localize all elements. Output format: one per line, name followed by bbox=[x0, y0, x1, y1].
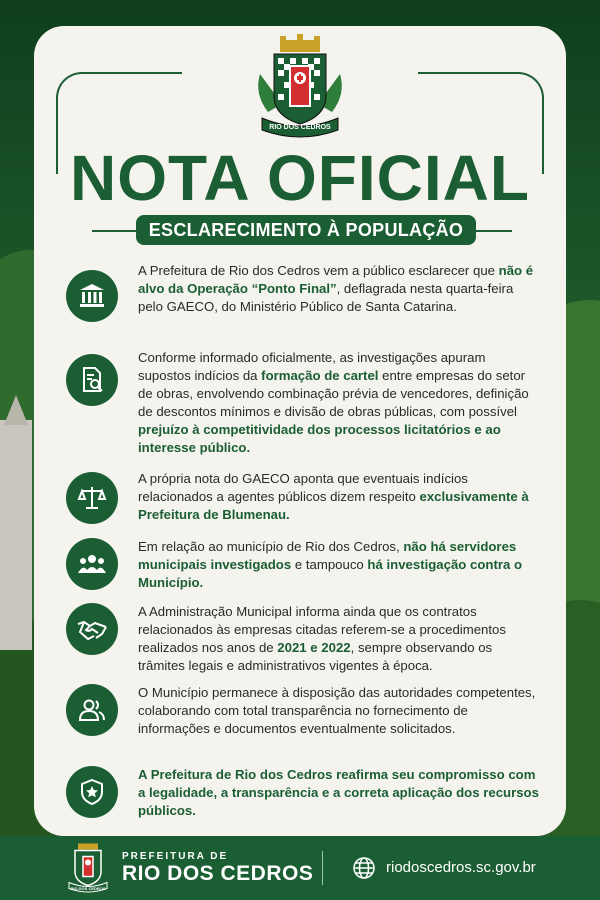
people-support-icon bbox=[66, 684, 118, 736]
notice-item bbox=[60, 766, 540, 826]
scales-of-justice-icon bbox=[66, 472, 118, 524]
notice-item bbox=[60, 470, 540, 526]
highlighted-text: 2021 e 2022 bbox=[277, 640, 351, 655]
notice-text bbox=[138, 684, 540, 738]
notice-item bbox=[60, 349, 540, 461]
text-segment: Conforme informado oficialmente, as investigações apuram supostos indícios da bbox=[138, 350, 486, 383]
government-building-icon bbox=[66, 270, 118, 322]
crest-banner-text: RIO DOS CEDROS bbox=[269, 124, 331, 131]
notice-text bbox=[138, 470, 540, 524]
footer-bar bbox=[0, 836, 600, 900]
notice-item bbox=[60, 603, 540, 675]
highlighted-text: formação de cartel bbox=[261, 368, 379, 383]
page-subtitle: ESCLARECIMENTO À POPULAÇÃO bbox=[136, 215, 476, 245]
notice-item bbox=[60, 538, 540, 594]
notice-text bbox=[138, 349, 540, 457]
highlighted-text: prejuízo à competitividade dos processos licitatórios e ao interesse público. bbox=[138, 422, 501, 455]
footer-crest-banner: RIO DOS CEDROS bbox=[70, 886, 106, 891]
highlighted-text: exclusivamente à Prefeitura de Blumenau. bbox=[138, 489, 529, 522]
subtitle-rule-right bbox=[476, 230, 512, 232]
footer-city-name: RIO DOS CEDROS bbox=[122, 862, 314, 885]
text-segment: Em relação ao município de Rio dos Cedros, bbox=[138, 539, 404, 554]
church-tower bbox=[0, 420, 32, 650]
text-segment: e tampouco bbox=[291, 557, 368, 572]
notice-text bbox=[138, 603, 540, 675]
highlighted-text: não há servidores municipais investigados bbox=[138, 539, 517, 572]
globe-icon bbox=[352, 856, 376, 880]
group-of-people-icon bbox=[66, 538, 118, 590]
page-title: NOTA OFICIAL bbox=[70, 142, 530, 214]
notice-text bbox=[138, 262, 540, 316]
subtitle-rule-left bbox=[92, 230, 136, 232]
document-search-icon bbox=[66, 354, 118, 406]
text-segment: , deflagrada nesta quarta-feira pelo GAECO, do Ministério Público de Santa Catarina. bbox=[138, 281, 514, 314]
text-segment: A Prefeitura de Rio dos Cedros vem a público esclarecer que bbox=[138, 263, 499, 278]
notice-item bbox=[60, 262, 540, 338]
footer-divider bbox=[322, 851, 323, 885]
notice-text bbox=[138, 538, 540, 592]
text-segment: entre empresas do setor de obras, envolvendo combinação prévia de vencedores, definição de descontos mínimos e divisão de obras públicas, com possível bbox=[138, 368, 529, 419]
website-link[interactable]: riodoscedros.sc.gov.br bbox=[386, 859, 536, 876]
text-segment: , sempre observando os trâmites legais e administrativos vigentes à época. bbox=[138, 640, 493, 673]
shield-star-icon bbox=[66, 766, 118, 818]
highlighted-text: A Prefeitura de Rio dos Cedros reafirma seu compromisso com a legalidade, a transparência e a correta aplicação dos recursos públicos. bbox=[138, 767, 539, 818]
text-segment: A Administração Municipal informa ainda que os contratos relacionados às empresas citadas referem-se a procedimentos realizados nos anos de bbox=[138, 604, 506, 655]
highlighted-text: não é alvo da Operação “Ponto Final” bbox=[138, 263, 534, 296]
text-segment: O Município permanece à disposição das autoridades competentes, colaborando com total transparência no fornecimento de informações e documentos eventualmente solicitados. bbox=[138, 685, 536, 736]
notice-text bbox=[138, 766, 540, 820]
text-segment: A própria nota do GAECO aponta que eventuais indícios relacionados a agentes públicos dizem respeito bbox=[138, 471, 468, 504]
highlighted-text: há investigação contra o Município. bbox=[138, 557, 523, 590]
footer-prefeitura-label: PREFEITURA DE bbox=[122, 851, 229, 862]
handshake-icon bbox=[66, 603, 118, 655]
notice-item bbox=[60, 684, 540, 756]
